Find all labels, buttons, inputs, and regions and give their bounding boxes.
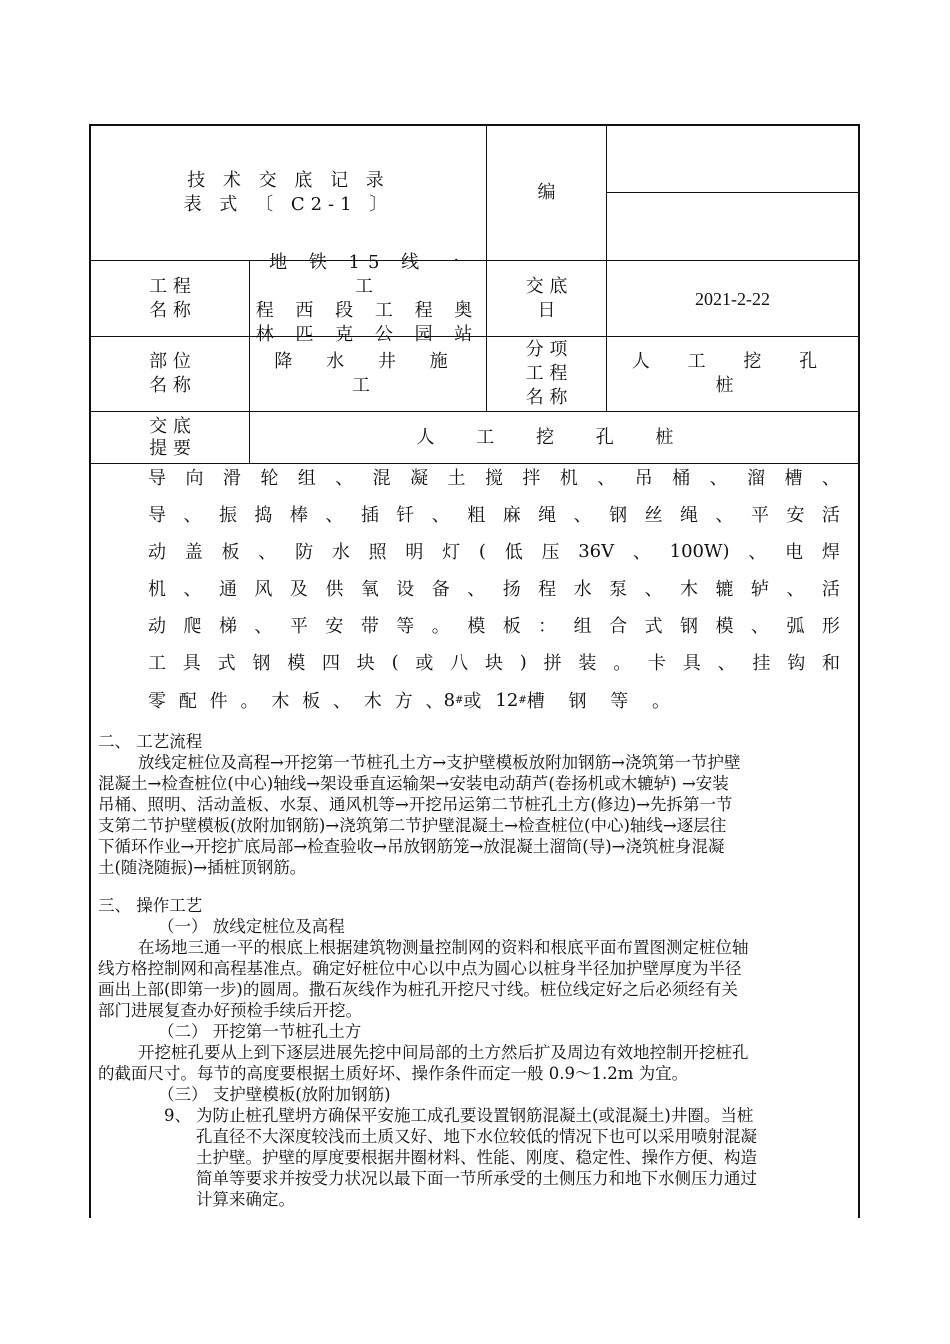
equipment-char: 及	[289, 579, 308, 600]
text-line: 在场地三通一平的根底上根据建筑物测量控制网的资料和根底平面布置图测定桩位轴	[138, 938, 749, 957]
equipment-char: 组	[297, 468, 316, 489]
date-label	[487, 261, 606, 336]
equipment-char: 件	[209, 691, 228, 712]
equipment-char: 粗	[467, 505, 486, 526]
number-mark: #	[518, 694, 527, 706]
subitem-value: 人 工 挖 孔 桩	[631, 351, 834, 396]
subsection-heading: （二） 开挖第一节桩孔土方	[158, 1022, 362, 1041]
equipment-char: 安	[786, 505, 805, 526]
subitem-label	[487, 337, 606, 411]
equipment-char: 棒	[289, 505, 308, 526]
equipment-char: 具	[682, 653, 701, 674]
text-line: 混凝土→检查桩位(中心)轴线→架设垂直运输架→安装电动葫芦(卷扬机或木辘轳) →安装	[98, 774, 729, 793]
equipment-char: 凝	[410, 468, 429, 489]
equipment-char: 、	[715, 505, 734, 526]
text-line: 放线定桩位及高程→开挖第一节桩孔土方→支护壁模板放附加钢筋→浇筑第一节护壁	[138, 753, 741, 772]
equipment-char: 电	[785, 542, 804, 563]
list-number: 9、	[164, 1106, 191, 1125]
equipment-char: 模	[715, 616, 734, 637]
equipment-char: 、	[786, 579, 805, 600]
section-heading: 二、 工艺流程	[98, 732, 203, 751]
equipment-char: 动	[148, 616, 166, 637]
equipment-char: 溜	[747, 468, 765, 489]
equipment-char: 、	[183, 579, 202, 600]
equipment-char: 。	[613, 653, 632, 674]
text-line: 为防止桩孔壁坍方确保平安施工成孔要设置钢筋混凝土(或混凝土)井圈。当桩	[196, 1106, 754, 1125]
equipment-char: 辘	[715, 579, 734, 600]
label-line: 工 程	[525, 363, 568, 384]
section-heading: 三、 操作工艺	[98, 896, 203, 915]
subsection-text	[98, 1042, 854, 1084]
equipment-char: 、	[258, 542, 277, 563]
form-code-line: 表 式 〔 C2-1 〕	[183, 194, 394, 215]
equipment-char: 压	[541, 542, 560, 563]
equipment-char: 工	[148, 653, 166, 674]
equipment-char: 组	[573, 616, 592, 637]
label-line: 名 称	[149, 375, 191, 396]
equipment-char: 式	[217, 653, 236, 674]
equipment-char: 备	[431, 579, 450, 600]
number-mark: #	[455, 694, 464, 706]
equipment-char: 卡	[648, 653, 667, 674]
text-line: 孔直径不大深度较浅而土质又好、地下水位较低的情况下也可以采用喷射混凝	[196, 1127, 757, 1146]
text-line: 吊桶、照明、活动盖板、水泵、通风机等→开挖吊运第二节桩孔土方(修边)→先拆第一节	[98, 795, 733, 814]
equipment-char: 供	[325, 579, 344, 600]
equipment-char: (	[478, 540, 486, 562]
equipment-last-part-b	[527, 687, 670, 713]
equipment-char: 、	[717, 653, 736, 674]
equipment-char: 振	[218, 505, 237, 526]
subsection-text	[98, 937, 854, 1021]
equipment-char: 块	[485, 653, 503, 674]
equipment-char: 配	[178, 691, 197, 712]
equipment-char: 形	[821, 616, 840, 637]
equipment-char: 或	[415, 653, 434, 674]
equipment-char: 混	[372, 468, 391, 489]
equipment-char: )	[519, 651, 527, 673]
equipment-char: 防	[295, 542, 314, 563]
label-line: 交 底	[149, 415, 191, 437]
equipment-char: 36V	[578, 540, 615, 562]
equipment-line	[148, 573, 840, 603]
equipment-char: 弧	[786, 616, 805, 637]
equipment-char: 、	[709, 468, 728, 489]
form-title-line: 技 术 交 底 记 录	[187, 170, 390, 191]
equipment-char: 通	[218, 579, 237, 600]
equipment-char: 、	[183, 505, 202, 526]
equipment-char: 拌	[522, 468, 541, 489]
equipment-char: 。	[652, 691, 670, 712]
steel-size-12: 12	[495, 689, 519, 711]
equipment-char: 机	[148, 579, 166, 600]
equipment-char: 氧	[360, 579, 379, 600]
value-line: 林 匹 克 公 园 站	[255, 323, 481, 345]
equipment-char: 活	[821, 579, 840, 600]
text-line: 计算来确定。	[196, 1190, 295, 1209]
label-line: 名 称	[149, 299, 191, 321]
text-line: 的截面尺寸。每节的高度要根据土质好坏、操作条件而定一般 0.9～1.2m 为宜。	[98, 1064, 689, 1083]
equipment-char: 泵	[609, 579, 628, 600]
equipment-channel-steel	[444, 687, 527, 713]
equipment-line	[148, 499, 840, 529]
equipment-char: 钩	[787, 653, 806, 674]
subsection-heading: （一） 放线定桩位及高程	[158, 917, 345, 936]
equipment-line	[148, 647, 840, 677]
or-word: 或	[463, 691, 482, 712]
equipment-char: 搅	[484, 468, 503, 489]
operation-section	[98, 895, 854, 1210]
equipment-char: 带	[360, 616, 379, 637]
equipment-char: 导	[148, 505, 166, 526]
part-name-value: 降 水 井 施 工	[274, 351, 462, 396]
equipment-char: 板	[502, 616, 521, 637]
grid-line	[606, 192, 860, 193]
equipment-char: 板	[221, 542, 240, 563]
equipment-char: 挂	[752, 653, 771, 674]
label-line: 交 底	[525, 275, 568, 297]
text-line: 土(随浇随振)→插桩顶钢筋。	[98, 858, 307, 877]
equipment-char: 、	[431, 505, 450, 526]
value-line: 程 西 段 工 程 奥	[255, 299, 481, 321]
equipment-char: 土	[447, 468, 466, 489]
equipment-char: 水	[573, 579, 592, 600]
equipment-char: ：	[538, 616, 557, 637]
equipment-char: 拼	[543, 653, 562, 674]
text-line: 下循环作业→开挖扩底局部→检查验收→吊放钢筋笼→放混凝土溜筒(导)→浇筑桩身混凝	[98, 837, 725, 856]
equipment-char: 设	[396, 579, 415, 600]
equipment-char: 吊	[634, 468, 653, 489]
equipment-char: 程	[538, 579, 557, 600]
equipment-char: 、	[597, 468, 616, 489]
equipment-char: 桶	[672, 468, 691, 489]
equipment-char: 灯	[442, 542, 461, 563]
equipment-char: 钢	[680, 616, 699, 637]
equipment-char: 、	[644, 579, 663, 600]
equipment-char: 明	[405, 542, 424, 563]
text-line: 开挖桩孔要从上到下逐层进展先挖中间局部的土方然后扩及周边有效地控制开挖桩孔	[138, 1043, 749, 1062]
equipment-char: 合	[609, 616, 628, 637]
equipment-char: 、	[467, 579, 486, 600]
date-value: 2021-2-22	[695, 288, 770, 309]
equipment-char: 机	[559, 468, 578, 489]
equipment-char: 块	[356, 653, 375, 674]
equipment-char: 。	[240, 691, 259, 712]
equipment-char: 爬	[183, 616, 202, 637]
list-item	[98, 1105, 854, 1210]
equipment-char: 具	[182, 653, 201, 674]
equipment-char: 装	[578, 653, 597, 674]
equipment-char: 轳	[750, 579, 769, 600]
equipment-char: 导	[148, 468, 166, 489]
equipment-char: 、	[821, 468, 840, 489]
equipment-line	[148, 536, 840, 566]
text-line: 简单等要求并按受力状况以最下面一节所承受的土侧压力和地下水侧压力通过	[196, 1169, 757, 1188]
equipment-char: 低	[504, 542, 523, 563]
equipment-char: 、	[750, 616, 769, 637]
equipment-char: 、	[632, 542, 651, 563]
equipment-char: 捣	[254, 505, 273, 526]
equipment-char: 。	[431, 616, 450, 637]
equipment-char: 扬	[502, 579, 521, 600]
equipment-char: 木	[363, 691, 382, 712]
equipment-line	[148, 685, 840, 715]
equipment-char: 麻	[502, 505, 521, 526]
equipment-char: 照	[368, 542, 387, 563]
equipment-char: 滑	[222, 468, 241, 489]
equipment-char: 槽	[526, 691, 545, 712]
text-line: 土护壁。护壁的厚度要根据井圈材料、性能、刚度、稳定性、操作方便、构造	[196, 1148, 757, 1167]
equipment-char: 零	[148, 691, 166, 712]
summary-label	[91, 412, 249, 463]
equipment-char: 丝	[644, 505, 663, 526]
equipment-char: 绳	[538, 505, 557, 526]
equipment-char: 槽	[784, 468, 803, 489]
equipment-char: 、	[425, 691, 444, 712]
equipment-char: 向	[185, 468, 204, 489]
equipment-char: 木	[271, 691, 290, 712]
text-line: 部门进展复查办好预检手续后开挖。	[98, 1001, 362, 1020]
steel-size-8: 8	[443, 689, 456, 711]
equipment-char: 模	[287, 653, 306, 674]
project-name-label	[91, 261, 249, 336]
equipment-char: 板	[302, 691, 321, 712]
equipment-char: 活	[821, 505, 840, 526]
equipment-char: (	[391, 651, 399, 673]
equipment-char: 轮	[260, 468, 279, 489]
process-flow-text	[98, 752, 854, 878]
equipment-char: 木	[680, 579, 699, 600]
label-line: 名 称	[525, 387, 568, 408]
equipment-char: 等	[610, 691, 629, 712]
equipment-char: 、	[254, 616, 273, 637]
project-name-value	[250, 251, 486, 345]
equipment-char: 、	[325, 505, 344, 526]
equipment-char: 等	[396, 616, 415, 637]
equipment-char: 模	[467, 616, 486, 637]
equipment-char: 平	[750, 505, 769, 526]
equipment-line	[148, 462, 840, 492]
equipment-char: 钎	[396, 505, 415, 526]
equipment-char: 插	[360, 505, 379, 526]
bian-label: 编	[537, 182, 556, 203]
equipment-char: 和	[822, 653, 840, 674]
list-item-text	[196, 1105, 757, 1210]
label-line: 日	[537, 299, 556, 321]
equipment-char: 八	[450, 653, 469, 674]
value-line: 地 铁 15 线 一 工	[269, 251, 467, 297]
text-line: 线方格控制网和高程基准点。确定好桩位中心以中点为圆心以桩身半径加护壁厚度为半径	[98, 959, 742, 978]
form-title	[91, 126, 486, 260]
subsection-heading: （三） 支护壁模板(放附加钢筋)	[158, 1085, 391, 1104]
equipment-char: 水	[331, 542, 350, 563]
label-line: 部 位	[149, 351, 191, 372]
equipment-char: 风	[254, 579, 273, 600]
equipment-char: 四	[321, 653, 340, 674]
equipment-char: 梯	[218, 616, 237, 637]
summary-value: 人 工 挖 孔 桩	[416, 426, 692, 448]
equipment-char: 焊	[821, 542, 840, 563]
equipment-char: 钢	[609, 505, 628, 526]
label-line: 提 要	[149, 437, 191, 459]
equipment-char: 动	[148, 542, 166, 563]
equipment-char: 、	[573, 505, 592, 526]
equipment-char: 安	[325, 616, 344, 637]
equipment-char: 、	[335, 468, 354, 489]
equipment-char: 钢	[252, 653, 271, 674]
equipment-char: 钢	[568, 691, 587, 712]
equipment-char: 平	[289, 616, 308, 637]
label-line: 工 程	[149, 275, 191, 297]
equipment-char: 绳	[680, 505, 699, 526]
equipment-char: 100W)	[669, 540, 730, 562]
equipment-char: 、	[332, 691, 351, 712]
text-line: 支第二节护壁模板(放附加钢筋)→浇筑第二节护壁混凝土→检查桩位(中心)轴线→逐层往	[98, 816, 727, 835]
text-line: 画出上部(即第一步)的圆周。撒石灰线作为桩孔开挖尺寸线。桩位线定好之后必须经有关	[98, 980, 738, 999]
equipment-char: 方	[394, 691, 413, 712]
part-name-label	[91, 337, 249, 411]
equipment-last-part-a	[148, 687, 444, 713]
equipment-char: 、	[748, 542, 767, 563]
equipment-line	[148, 610, 840, 640]
equipment-char: 式	[644, 616, 663, 637]
equipment-char: 盖	[184, 542, 203, 563]
process-section	[98, 731, 854, 878]
label-line: 分 项	[525, 339, 568, 360]
